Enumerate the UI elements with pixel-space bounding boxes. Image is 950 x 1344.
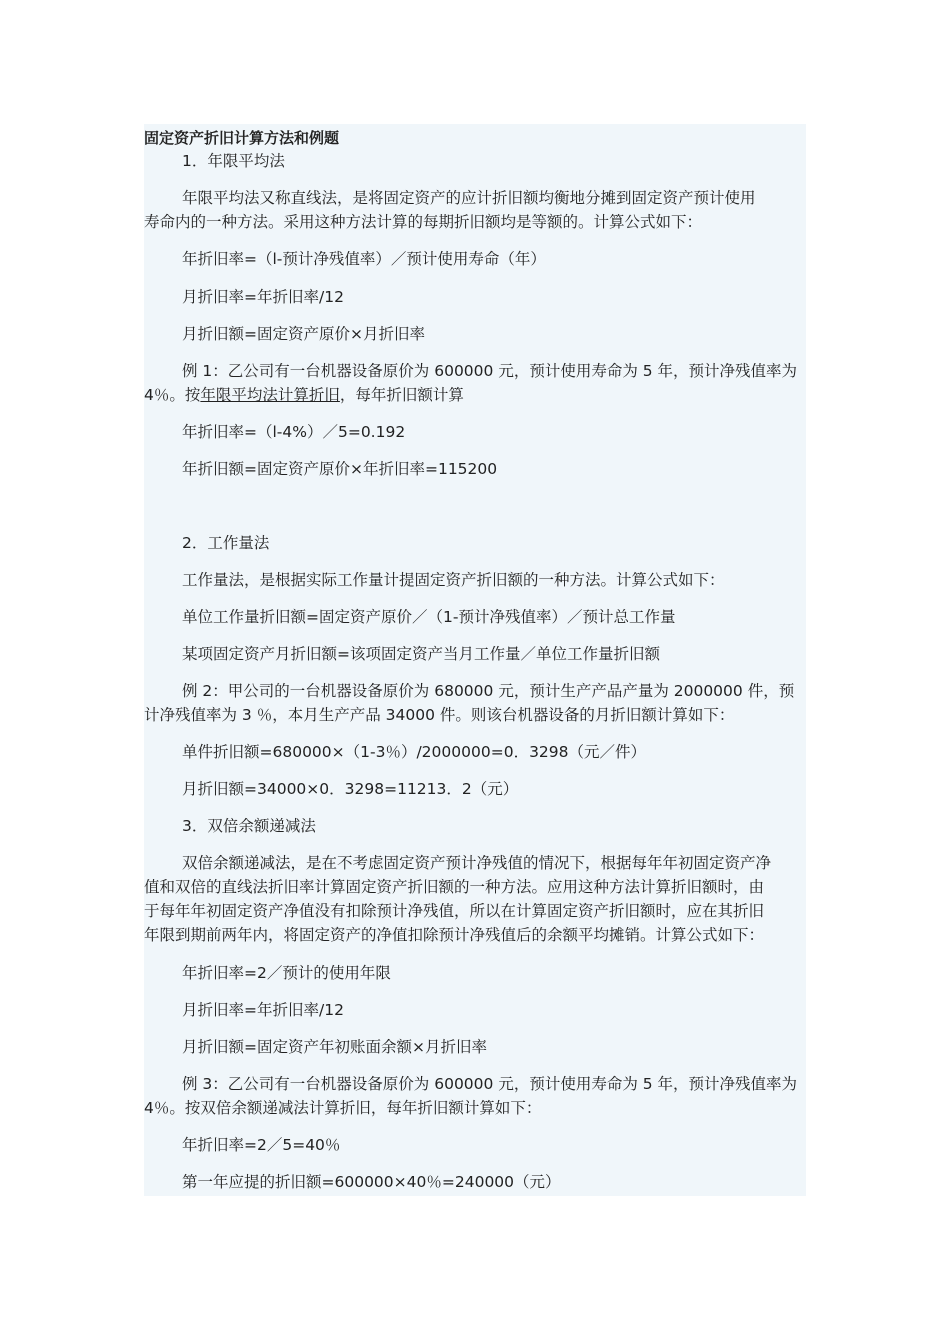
- section-2-paragraph: 工作量法，是根据实际工作量计提固定资产折旧额的一种方法。计算公式如下：: [182, 571, 725, 589]
- section-3-formula-3: 月折旧额=固定资产年初账面余额×月折旧率: [182, 1038, 487, 1056]
- section-3-paragraph-line-1: 双倍余额递减法，是在不考虑固定资产预计净残值的情况下，根据每年年初固定资产净: [182, 854, 772, 872]
- section-3-formula-1: 年折旧率=2／预计的使用年限: [182, 964, 391, 982]
- section-2-heading: 2．工作量法: [182, 534, 270, 552]
- section-1-example-line-2: [144, 383, 464, 407]
- section-2-calc-2: 月折旧额=34000×0．3298=11213．2（元）: [182, 780, 519, 798]
- section-1-example-text-pre: 4％。按: [144, 386, 201, 404]
- section-1-example-line-1: 例 1：乙公司有一台机器设备原价为 600000 元，预计使用寿命为 5 年，预计净残值率为: [182, 362, 798, 380]
- section-1-calc-1: 年折旧率=（l-4%）／5=0.192: [182, 423, 406, 441]
- section-3-paragraph-line-4: 年限到期前两年内，将固定资产的净值扣除预计净残值后的余额平均摊销。计算公式如下：: [144, 926, 765, 944]
- section-1-formula-2: 月折旧率=年折旧率/12: [182, 288, 344, 306]
- section-1-formula-1: 年折旧率=（l-预计净残值率）／预计使用寿命（年）: [182, 250, 546, 268]
- section-2-formula-1: 单位工作量折旧额=固定资产原价／（1-预计净残值率）／预计总工作量: [182, 608, 676, 626]
- section-1-paragraph-line-1: 年限平均法又称直线法，是将固定资产的应计折旧额均衡地分摊到固定资产预计使用: [182, 189, 756, 207]
- section-1-formula-3: 月折旧额=固定资产原价×月折旧率: [182, 325, 425, 343]
- section-1-heading: 1．年限平均法: [182, 152, 285, 170]
- section-1-example-text-post: ，每年折旧额计算: [339, 386, 464, 404]
- section-2-example-line-1: 例 2：甲公司的一台机器设备原价为 680000 元，预计生产产品产量为 2000000 件，预: [182, 682, 795, 700]
- section-2-calc-1: 单件折旧额=680000×（1-3％）/2000000=0．3298（元／件）: [182, 743, 647, 761]
- section-3-heading: 3．双倍余额递减法: [182, 817, 316, 835]
- document-body: [144, 124, 806, 1196]
- section-3-example-line-2: 4％。按双倍余额递减法计算折旧，每年折旧额计算如下：: [144, 1099, 542, 1117]
- section-1-calc-2: 年折旧额=固定资产原价×年折旧率=115200: [182, 460, 498, 478]
- section-3-calc-2: 第一年应提的折旧额=600000×40％=240000（元）: [182, 1173, 561, 1191]
- section-2-formula-2: 某项固定资产月折旧额=该项固定资产当月工作量／单位工作量折旧额: [182, 645, 660, 663]
- section-1-paragraph-line-2: 寿命内的一种方法。采用这种方法计算的每期折旧额均是等额的。计算公式如下：: [144, 213, 703, 231]
- section-3-formula-2: 月折旧率=年折旧率/12: [182, 1001, 344, 1019]
- section-2-example-line-2: 计净残值率为 3 ％，本月生产产品 34000 件。则该台机器设备的月折旧额计算如下：: [144, 706, 735, 724]
- section-3-paragraph-line-3: 于每年年初固定资产净值没有扣除预计净残值，所以在计算固定资产折旧额时，应在其折旧: [144, 902, 765, 920]
- section-3-example-line-1: 例 3：乙公司有一台机器设备原价为 600000 元，预计使用寿命为 5 年，预计净残值率为: [182, 1075, 798, 1093]
- straight-line-method-link[interactable]: 年限平均法计算折旧: [200, 386, 340, 404]
- section-3-calc-1: 年折旧率=2／5=40％: [182, 1136, 341, 1154]
- section-3-paragraph-line-2: 值和双倍的直线法折旧率计算固定资产折旧额的一种方法。应用这种方法计算折旧额时，由: [144, 878, 765, 896]
- document-title: 固定资产折旧计算方法和例题: [144, 129, 340, 147]
